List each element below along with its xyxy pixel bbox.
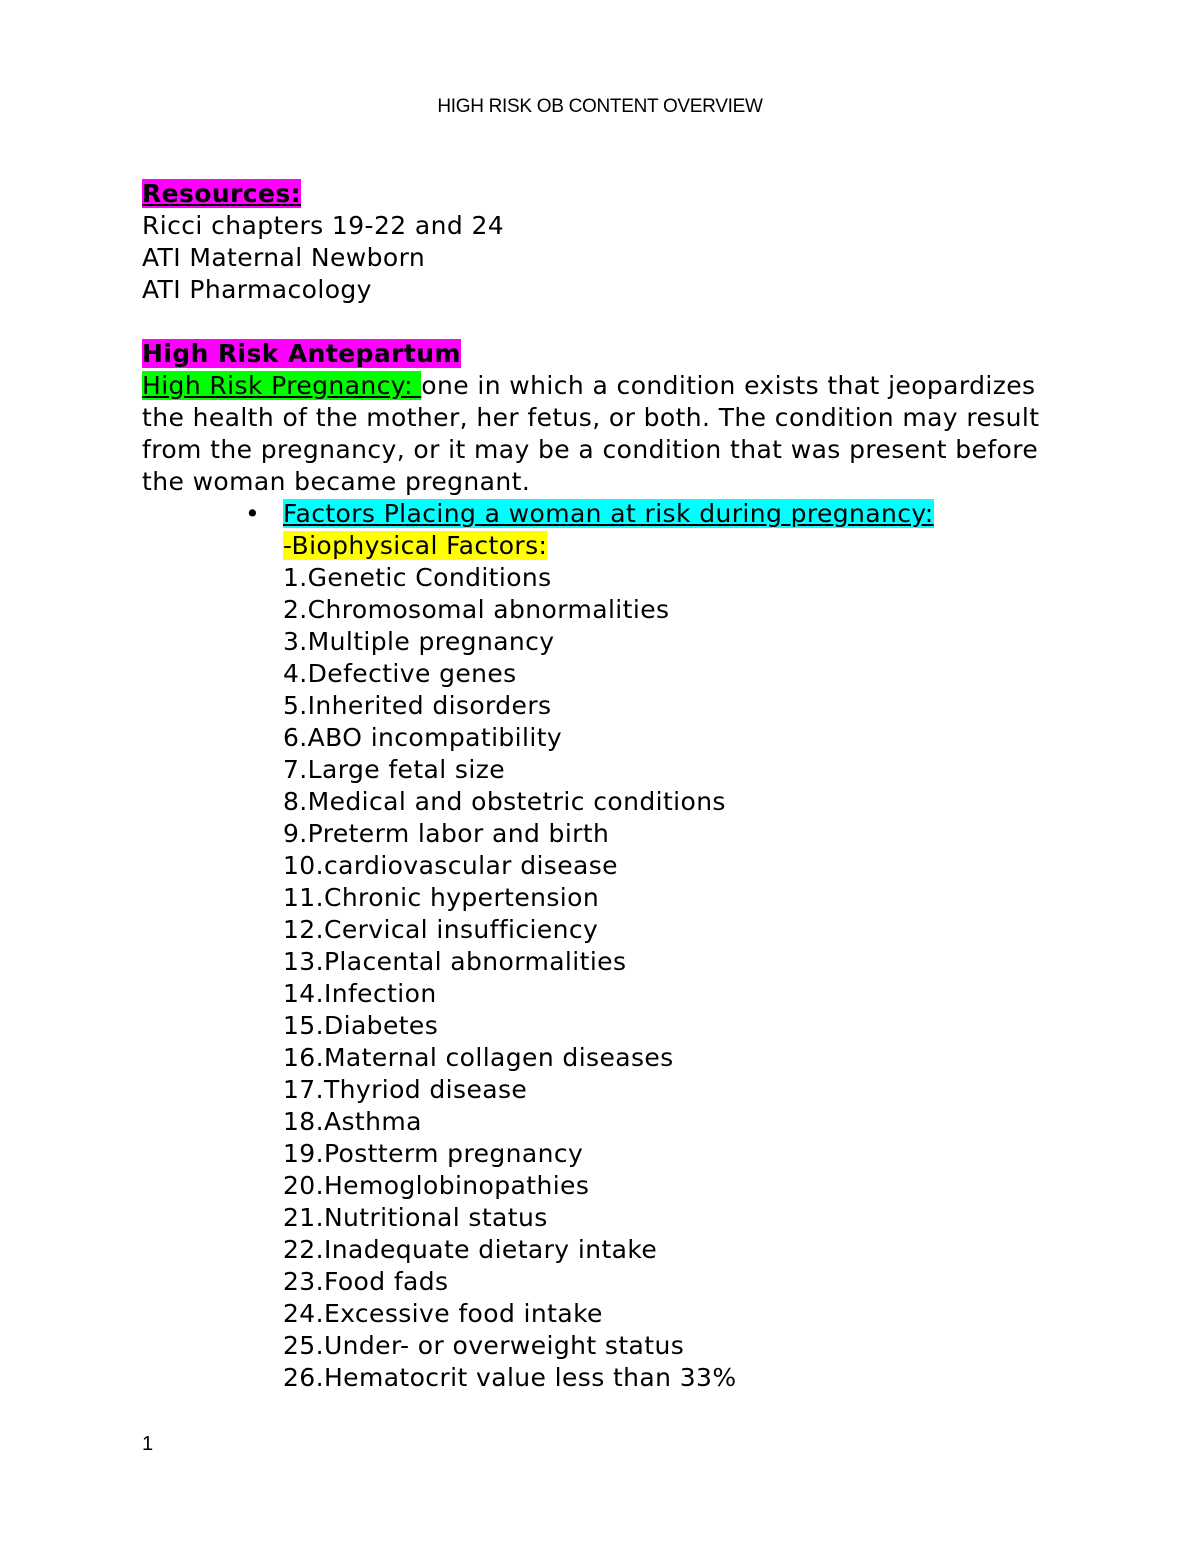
list-item: 23.Food fads: [283, 1267, 449, 1296]
paragraph-gap: [142, 306, 1082, 338]
list-item: 8.Medical and obstetric conditions: [283, 787, 726, 816]
subheading-line: [283, 530, 1082, 562]
list-item: 9.Preterm labor and birth: [283, 819, 610, 848]
list-item: 26.Hematocrit value less than 33%: [283, 1363, 737, 1392]
antepartum-heading: High Risk Antepartum: [142, 339, 461, 368]
definition-paragraph: [142, 370, 1082, 498]
list-item: 24.Excessive food intake: [283, 1299, 603, 1328]
resource-item: ATI Pharmacology: [142, 275, 372, 304]
bullet-icon: •: [245, 499, 261, 528]
list-item: 17.Thyriod disease: [283, 1075, 528, 1104]
list-item: 6.ABO incompatibility: [283, 723, 563, 752]
list-item: 13.Placental abnormalities: [283, 947, 627, 976]
list-item: 25.Under- or overweight status: [283, 1331, 685, 1360]
list-item: 19.Postterm pregnancy: [283, 1139, 584, 1168]
page-number: 1: [142, 1433, 154, 1455]
list-item: 15.Diabetes: [283, 1011, 439, 1040]
list-item: 3.Multiple pregnancy: [283, 627, 555, 656]
list-item: 20.Hemoglobinopathies: [283, 1171, 590, 1200]
list-item: 7.Large fetal size: [283, 755, 506, 784]
list-item: 21.Nutritional status: [283, 1203, 548, 1232]
bullet-heading: Factors Placing a woman at risk during pregnancy:: [283, 499, 934, 528]
list-item: 16.Maternal collagen diseases: [283, 1043, 674, 1072]
list-item: 14.Infection: [283, 979, 437, 1008]
bullet-row: [245, 498, 1082, 530]
list-item: 22.Inadequate dietary intake: [283, 1235, 658, 1264]
list-item: 10.cardiovascular disease: [283, 851, 618, 880]
list-item: 12.Cervical insufficiency: [283, 915, 599, 944]
factor-list: [283, 562, 1082, 1394]
definition-term: High Risk Pregnancy:: [142, 371, 422, 400]
definition-text: one in which a condition exists that jeopardizes the health of the mother, her fetus, or both. The condition may result from the pregnancy, or it may be a condition that was present before the woman became pregnant.: [142, 371, 1040, 496]
biophysical-subheading: -Biophysical Factors:: [283, 531, 548, 560]
resource-item: ATI Maternal Newborn: [142, 243, 426, 272]
resources-heading: Resources:: [142, 179, 302, 208]
list-item: 4.Defective genes: [283, 659, 517, 688]
list-item: 5.Inherited disorders: [283, 691, 552, 720]
list-item: 11.Chronic hypertension: [283, 883, 600, 912]
list-item: 18.Asthma: [283, 1107, 422, 1136]
antepartum-heading-line: [142, 338, 1082, 370]
resource-item: Ricci chapters 19-22 and 24: [142, 211, 505, 240]
risk-factors-block: [245, 498, 1082, 1394]
resources-heading-line: [142, 178, 1082, 210]
list-item: 1.Genetic Conditions: [283, 563, 552, 592]
list-item: 2.Chromosomal abnormalities: [283, 595, 670, 624]
document-body: [142, 178, 1082, 1394]
page-header-title: HIGH RISK OB CONTENT OVERVIEW: [437, 96, 763, 117]
